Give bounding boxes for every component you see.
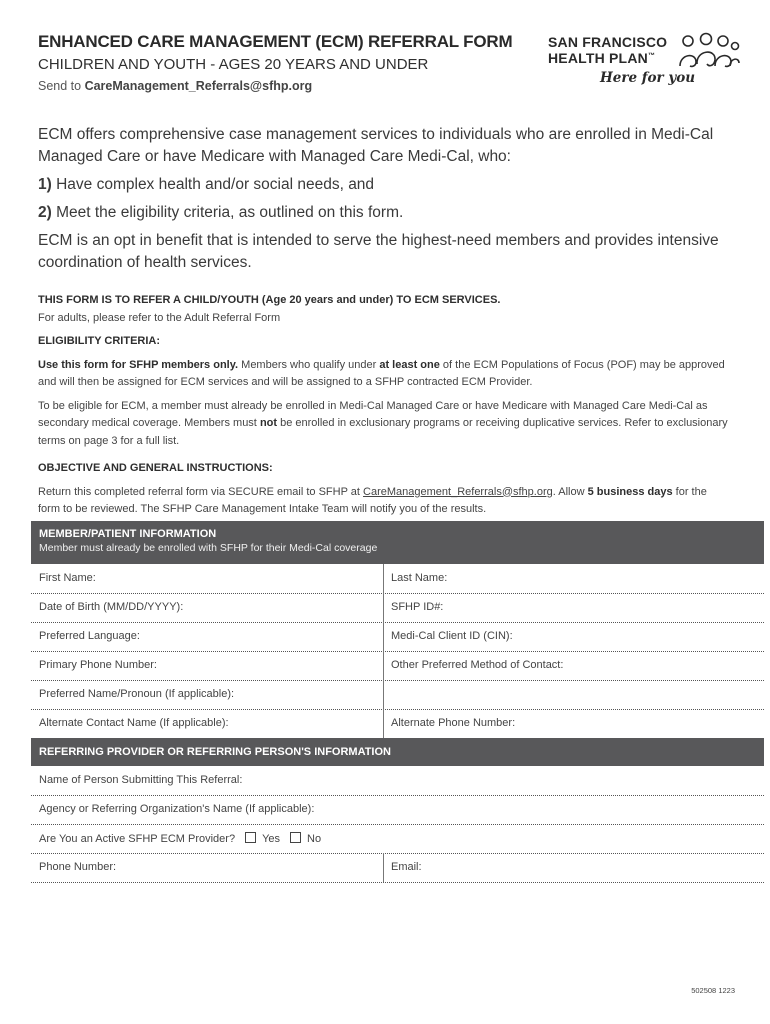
eligibility-section [38,333,728,450]
yes-label: Yes [262,833,281,845]
intro-item-2: 2) Meet the eligibility criteria, as outlined on this form. [38,204,404,221]
member-row-pronoun [31,680,764,710]
submitter-name-field[interactable]: Name of Person Submitting This Referral: [39,774,243,786]
intro-item-1: 1) Have complex health and/or social needs, and [38,176,375,193]
send-to-line [38,79,508,93]
dob-field[interactable]: Date of Birth (MM/DD/YYYY): [39,601,184,613]
alternate-phone-field[interactable]: Alternate Phone Number: [391,717,516,729]
preferred-language-field[interactable]: Preferred Language: [39,630,140,642]
eligibility-heading: ELIGIBILITY CRITERIA: [38,335,161,347]
member-section-header [31,521,764,564]
member-row-dob [31,593,764,623]
member-row-name [31,564,764,594]
active-provider-question: Are You an Active SFHP ECM Provider? Yes No [39,833,322,845]
provider-row-agency [31,795,764,825]
adult-referral-note: For adults, please refer to the Adult Referral Form [38,311,281,324]
eligibility-paragraph-2: To be eligible for ECM, a member must already be enrolled in Medi-Cal Managed Care or have Medicare with Managed Care Medi-Cal as secondary medical coverage. Members must not be enrolled in exclusionary programs or receiving duplicative services. Refer to exclusionary terms on page 3 for a full list. [38,399,728,447]
alternate-contact-field[interactable]: Alternate Contact Name (If applicable): [39,717,229,729]
member-section-title: MEMBER/PATIENT INFORMATION [39,528,217,540]
first-name-field[interactable]: First Name: [39,572,96,584]
contact-method-field[interactable]: Other Preferred Method of Contact: [391,659,564,671]
sfhp-id-field[interactable]: SFHP ID#: [391,601,444,613]
yes-checkbox[interactable] [245,832,256,843]
provider-email-field[interactable]: Email: [391,861,422,873]
last-name-field[interactable]: Last Name: [391,572,448,584]
objective-section [38,460,728,519]
logo-line-1: SAN FRANCISCO [548,34,668,50]
provider-row-active [31,824,764,854]
member-row-alternate [31,709,764,739]
form-title: ENHANCED CARE MANAGEMENT (ECM) REFERRAL FORM [38,32,513,51]
refer-section [38,292,728,327]
form-header [38,32,513,93]
form-code: 502508 1223 [691,986,735,995]
preferred-pronoun-field[interactable]: Preferred Name/Pronoun (If applicable): [39,688,235,700]
provider-section-title: REFERRING PROVIDER OR REFERRING PERSON'S INFORMATION [39,746,391,758]
refer-heading: THIS FORM IS TO REFER A CHILD/YOUTH (Age 20 years and under) TO ECM SERVICES. [38,294,501,306]
provider-row-name [31,766,764,796]
intro-text [38,124,728,280]
form-subtitle: CHILDREN AND YOUTH - AGES 20 YEARS AND UNDER [38,56,429,73]
intro-paragraph-2: ECM is an opt in benefit that is intended to serve the highest-need members and provides intensive coordination of health services. [38,232,719,271]
family-figures-icon [676,32,740,68]
provider-phone-field[interactable]: Phone Number: [39,861,117,873]
primary-phone-field[interactable]: Primary Phone Number: [39,659,157,671]
eligibility-paragraph-1: Use this form for SFHP members only. Members who qualify under at least one of the ECM Populations of Focus (POF) may be approved and will then be assigned for ECM services and will be assigned to a SFHP contracted ECM Provider. [38,358,725,388]
sfhp-logo [548,34,748,94]
intro-paragraph-1: ECM offers comprehensive case management services to individuals who are enrolled in Medi-Cal Managed Care or have Medicare with Managed Care Medi-Cal, who: [38,126,714,165]
agency-name-field[interactable]: Agency or Referring Organization's Name (If applicable): [39,803,315,815]
member-section-subtitle: Member must already be enrolled with SFHP for their Medi-Cal coverage [39,542,378,554]
logo-line-2: HEALTH PLAN™ [548,50,656,66]
referral-email-link[interactable]: CareManagement_Referrals@sfhp.org [363,485,553,498]
cin-field[interactable]: Medi-Cal Client ID (CIN): [391,630,513,642]
member-row-phone [31,651,764,681]
send-to-email[interactable]: CareManagement_Referrals@sfhp.org [84,79,313,93]
send-to-prefix: Send to [38,79,85,93]
provider-row-contact [31,853,764,883]
logo-tagline: Here for you [600,70,696,86]
no-label: No [307,833,322,845]
objective-heading: OBJECTIVE AND GENERAL INSTRUCTIONS: [38,462,273,474]
member-row-language [31,622,764,652]
provider-section-header [31,738,764,766]
no-checkbox[interactable] [290,832,301,843]
objective-paragraph: Return this completed referral form via SECURE email to SFHP at CareManagement_Referrals@sfhp.org. Allow 5 business days for the form to be reviewed. The SFHP Care Management Intake Team will notify you of the results. [38,485,707,515]
